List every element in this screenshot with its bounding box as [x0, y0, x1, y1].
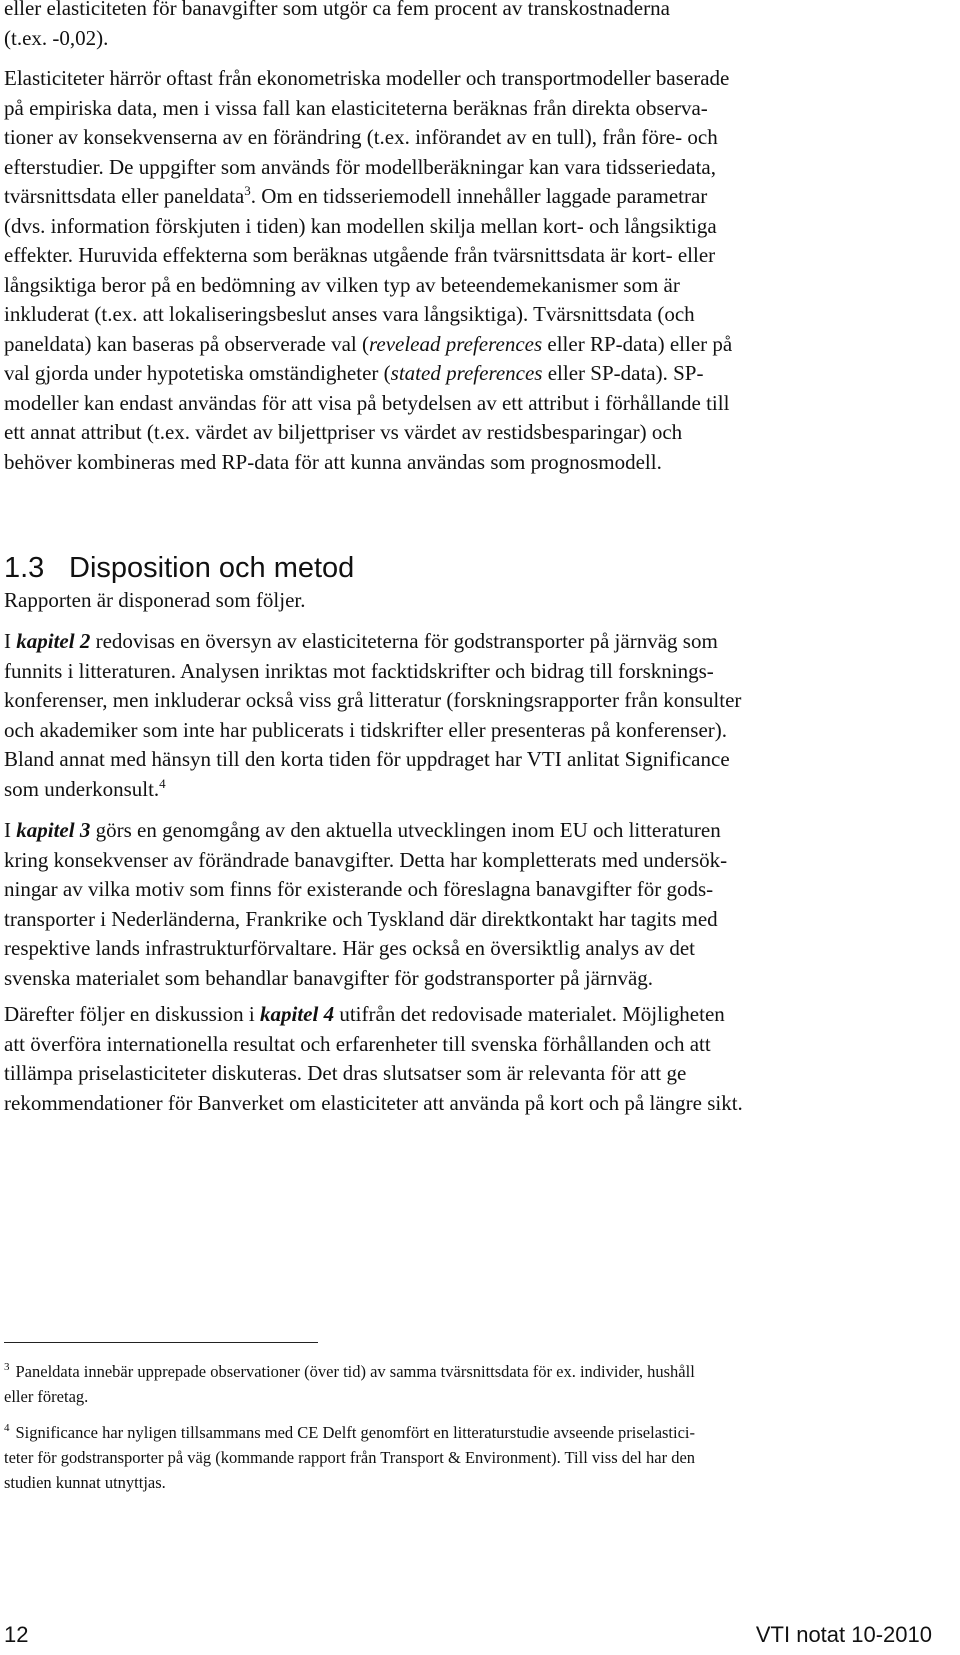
text-line: inkluderat (t.ex. att lokaliseringsbeslut anses vara långsiktiga). Tvärsnittsdata (och [4, 302, 695, 326]
text-run: utifrån det redovisade materialet. Möjligheten [334, 1002, 725, 1026]
footnote [4, 1420, 932, 1495]
text-line: tillämpa priselasticiteter diskuteras. Det dras slutsatser som är relevanta för att ge [4, 1061, 687, 1085]
footnote-ref: 4 [159, 775, 166, 791]
text-line [4, 1000, 932, 1030]
text-line: modeller kan endast användas för att visa på betydelsen av ett attribut i förhållande till [4, 390, 730, 415]
text-run: som underkonsult. [4, 776, 160, 801]
paragraph [4, 816, 932, 993]
text-line: svenska materialet som behandlar banavgifter för godstransporter på järnväg. [4, 965, 654, 990]
text-line [4, 359, 932, 389]
text-line: respektive lands infrastrukturförvaltare. Här ges också en översiktlig analys av det [4, 936, 696, 960]
text-line: Rapporten är disponerad som följer. [4, 588, 306, 612]
text-line: tioner av konsekvenserna av en förändring (t.ex. införandet av en tull), från före- och [4, 125, 718, 149]
text-line: funnits i litteraturen. Analysen inriktas mot facktidskrifter och bidrag till forsknings- [4, 658, 714, 683]
text-line: studien kunnat utnyttjas. [4, 1473, 166, 1492]
text-line [4, 1420, 932, 1445]
text-line: behöver kombineras med RP-data för att kunna användas som prognosmodell. [4, 449, 662, 474]
footnote-ref: 3 [244, 183, 251, 198]
text-line: teter för godstransporter på väg (kommande rapport från Transport & Environment). Till viss del har den [4, 1448, 696, 1467]
text-line: Bland annat med hänsyn till den korta tiden för uppdraget har VTI anlitat Significance [4, 747, 730, 771]
paragraph [4, 627, 932, 804]
text-run: Significance har nyligen tillsammans med CE Delft genomfört en litteraturstudie avseende priselastici- [15, 1423, 696, 1442]
text-line [4, 1359, 932, 1384]
text-run: Paneldata innebär upprepade observationer (över tid) av samma tvärsnittsdata för ex. individer, hushåll [15, 1362, 695, 1381]
text-line: ningar av vilka motiv som finns för existerande och föreslagna banavgifter för gods- [4, 877, 714, 901]
text-line: att överföra internationella resultat och erfarenheter till svenska förhållanden och att [4, 1031, 711, 1056]
text-run: tvärsnittsdata eller paneldata [4, 184, 245, 208]
report-series: VTI notat 10-2010 [755, 1622, 932, 1647]
text-run: eller SP-data). SP- [542, 361, 704, 385]
text-line [4, 182, 932, 212]
text-run: eller RP-data) eller på [542, 331, 733, 356]
footnote-number: 4 [4, 1422, 10, 1434]
text-line: (dvs. information förskjuten i tiden) kan modellen skilja mellan kort- och långsiktiga [4, 213, 717, 238]
text-run: I [4, 818, 17, 842]
section-heading [4, 552, 354, 585]
text-line [4, 775, 932, 805]
text-run: paneldata) kan baseras på observerade val ( [4, 331, 369, 356]
text-run: . Om en tidsseriemodell innehåller laggade parametrar [250, 184, 708, 208]
text-line: på empiriska data, men i vissa fall kan elasticiteterna beräknas från direkta observa- [4, 95, 708, 120]
text-run: I [4, 629, 17, 653]
italic-term: stated preferences [390, 361, 543, 385]
text-line: transporter i Nederländerna, Frankrike och Tyskland där direktkontakt har tagits med [4, 906, 718, 931]
chapter-ref: kapitel 4 [260, 1002, 335, 1026]
italic-term: revelead preferences [368, 331, 543, 356]
text-line [4, 816, 932, 846]
text-line: efterstudier. De uppgifter som används för modellberäkningar kan vara tidsseriedata, [4, 154, 717, 179]
text-line: rekommendationer för Banverket om elasticiteter att använda på kort och på längre sikt. [4, 1090, 743, 1115]
text-run: redovisas en översyn av elasticiteterna för godstransporter på järnväg som [90, 629, 718, 653]
text-line: långsiktiga beror på en bedömning av vilken typ av beteendemekanismer som är [4, 272, 680, 297]
section-number: 1.3 [4, 552, 45, 584]
text-line: och akademiker som inte har publicerats i tidskrifter eller presenteras på konferenser). [4, 717, 728, 742]
footnote-divider [4, 1342, 318, 1343]
page-number: 12 [4, 1622, 29, 1647]
text-run: Därefter följer en diskussion i [4, 1002, 261, 1026]
paragraph [4, 64, 932, 477]
paragraph [4, 1000, 932, 1118]
text-line [4, 330, 932, 360]
text-run: görs en genomgång av den aktuella utvecklingen inom EU och litteraturen [90, 818, 721, 842]
text-run: val gjorda under hypotetiska omständigheter ( [4, 361, 391, 385]
footnote [4, 1359, 932, 1409]
chapter-ref: kapitel 3 [16, 818, 91, 842]
text-line: kring konsekvenser av förändrade banavgifter. Detta har kompletterats med undersök- [4, 847, 728, 872]
text-line: eller elasticiteten för banavgifter som utgör ca fem procent av transkostnaderna [4, 0, 670, 20]
section-title: Disposition och metod [69, 552, 355, 584]
chapter-ref: kapitel 2 [16, 629, 91, 653]
footnote-number: 3 [4, 1361, 10, 1373]
text-line: eller företag. [4, 1387, 89, 1406]
text-line: ett annat attribut (t.ex. värdet av biljettpriser vs värdet av restidsbesparingar) och [4, 420, 683, 444]
text-line: Elasticiteter härrör oftast från ekonometriska modeller och transportmodeller baserade [4, 66, 730, 90]
paragraph [4, 586, 932, 616]
text-line: (t.ex. -0,02). [4, 25, 109, 50]
text-line: konferenser, men inkluderar också viss grå litteratur (forskningsrapporter från konsulter [4, 688, 742, 712]
paragraph [4, 0, 932, 53]
text-line [4, 627, 932, 657]
text-line: effekter. Huruvida effekterna som beräknas utgående från tvärsnittsdata är kort- eller [4, 243, 716, 267]
